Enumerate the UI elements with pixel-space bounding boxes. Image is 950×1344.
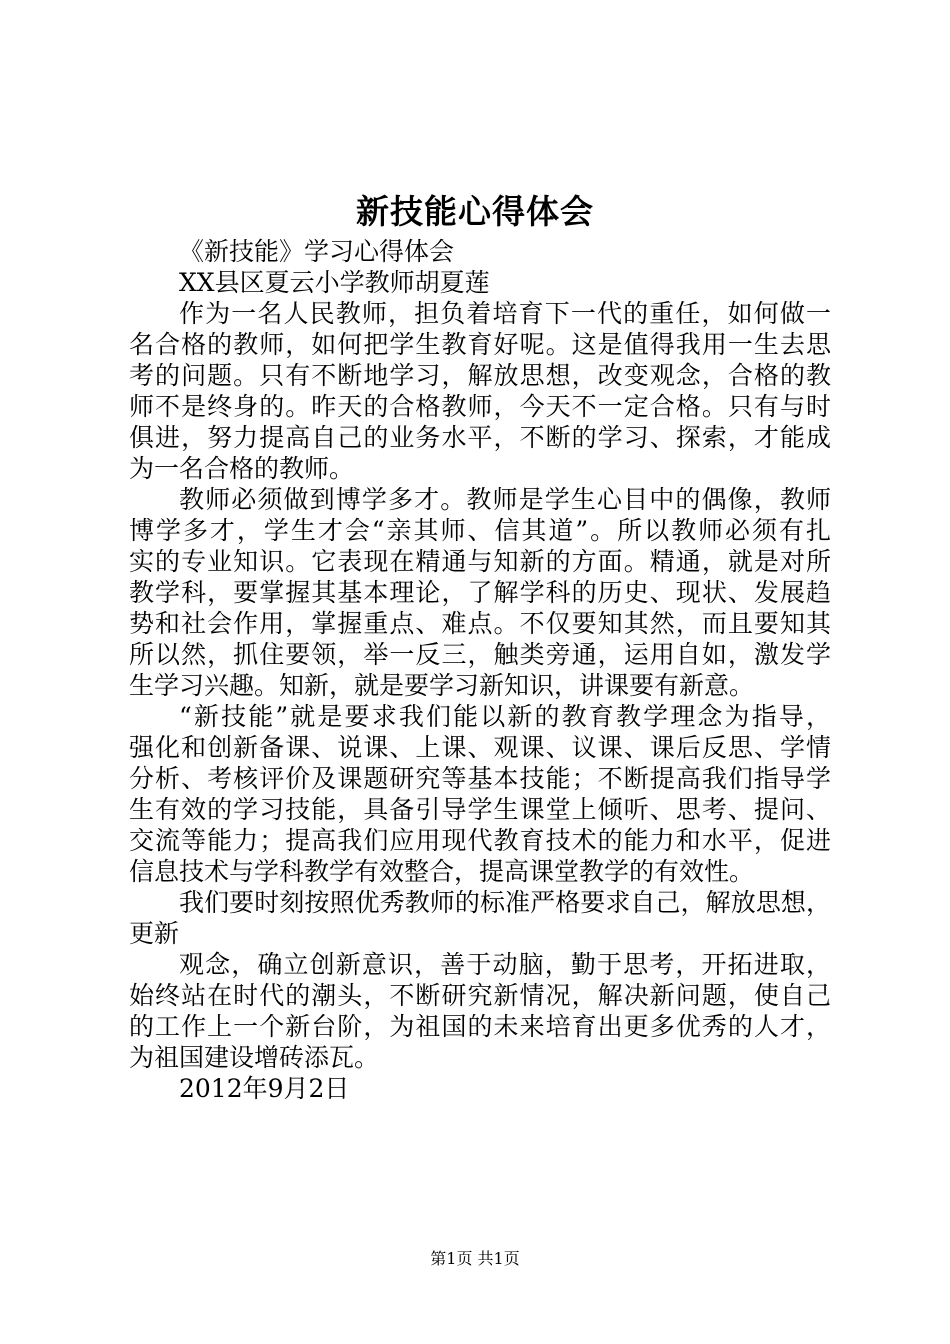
paragraph-line: 强化和创新备课、说课、上课、观课、议课、课后反思、学情 [129,733,831,762]
paragraph-line: 所以然，抓住要领，举一反三，触类旁通，运用自如，激发学 [129,640,831,669]
paragraph-line: 为一名合格的教师。 [129,454,355,483]
paragraph-line: 教学科，要掌握其基本理论，了解学科的历史、现状、发展趋 [129,578,831,607]
paragraph-line: 更新 [129,919,180,948]
subtitle-line: 《新技能》学习心得体会 [179,237,455,266]
paragraph-line: 考的问题。只有不断地学习，解放思想，改变观念，合格的教 [129,361,831,390]
paragraph-line: 分析、考核评价及课题研究等基本技能；不断提高我们指导学 [129,764,831,793]
paragraph-line: “新技能”就是要求我们能以新的教育教学理念为指导， [179,702,831,731]
paragraph-line: 师不是终身的。昨天的合格教师，今天不一定合格。只有与时 [129,392,831,421]
document-body [129,236,831,1104]
paragraph-line: 生有效的学习技能，具备引导学生课堂上倾听、思考、提问、 [129,795,831,824]
paragraph-line: 生学习兴趣。知新，就是要学习新知识，讲课要有新意。 [129,671,755,700]
paragraph-line: 名合格的教师，如何把学生教育好呢。这是值得我用一生去思 [129,330,831,359]
paragraph-line: 势和社会作用，掌握重点、难点。不仅要知其然，而且要知其 [129,609,831,638]
paragraph-line: 信息技术与学科教学有效整合，提高课堂教学的有效性。 [129,857,755,886]
paragraph-line: 为祖国建设增砖添瓦。 [129,1043,380,1072]
document-title: 新技能心得体会 [356,192,594,231]
paragraph-line: 作为一名人民教师，担负着培育下一代的重任，如何做一 [179,299,831,328]
author-line: XX县区夏云小学教师胡夏莲 [179,268,490,297]
paragraph-line: 实的专业知识。它表现在精通与知新的方面。精通，就是对所 [129,547,831,576]
paragraph-line: 的工作上一个新台阶，为祖国的未来培育出更多优秀的人才， [129,1012,831,1041]
paragraph-line: 博学多才，学生才会“亲其师、信其道”。所以教师必须有扎 [129,516,831,545]
paragraph-line: 交流等能力；提高我们应用现代教育技术的能力和水平，促进 [129,826,831,855]
page-footer: 第1页 共1页 [430,1249,520,1268]
paragraph-line: 观念，确立创新意识，善于动脑，勤于思考，开拓进取， [179,950,831,979]
paragraph-line: 始终站在时代的潮头，不断研究新情况，解决新问题，使自己 [129,981,831,1010]
paragraph-line: 教师必须做到博学多才。教师是学生心目中的偶像，教师 [179,485,831,514]
paragraph-line: 我们要时刻按照优秀教师的标准严格要求自己，解放思想， [179,888,831,917]
paragraph-line: 俱进，努力提高自己的业务水平，不断的学习、探索，才能成 [129,423,831,452]
date-line: 2012年9月2日 [179,1074,350,1103]
